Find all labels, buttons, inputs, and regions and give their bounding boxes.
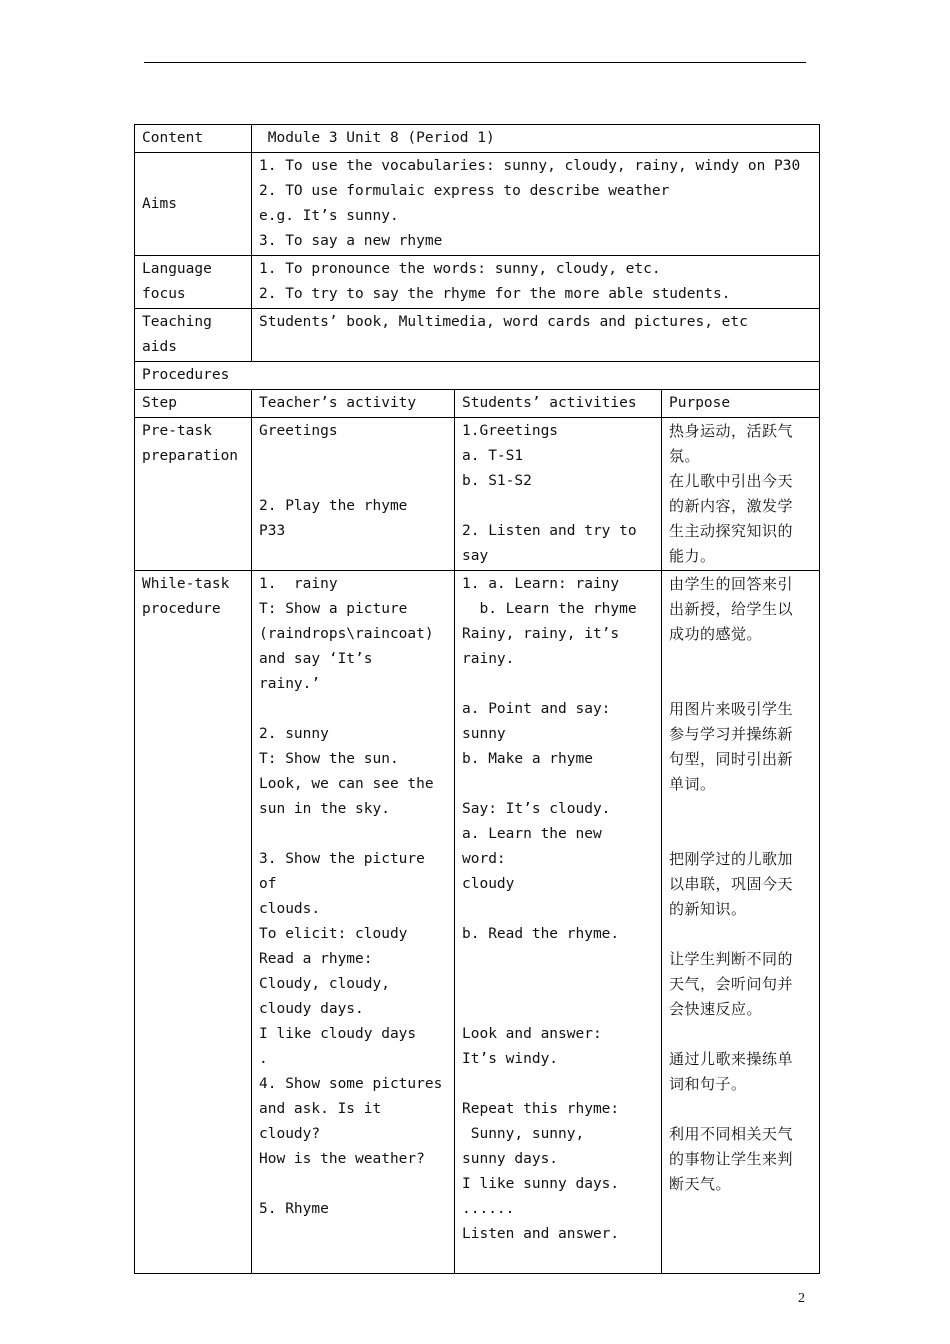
header-rule — [144, 62, 806, 63]
focus-line: 1. To pronounce the words: sunny, cloudy, etc. — [259, 261, 661, 277]
aims-value — [252, 153, 820, 256]
cell-line — [669, 1097, 812, 1122]
while-task-teacher — [252, 571, 455, 1274]
cell-line: 3. Show the picture of — [259, 851, 434, 892]
label-line: focus — [142, 286, 186, 302]
cell-line: 把刚学过的儿歌加 — [669, 850, 794, 868]
cell-line: 5. Rhyme — [259, 1201, 329, 1217]
cell-line — [462, 494, 654, 519]
cell-line — [462, 897, 654, 922]
cell-line: b. S1-S2 — [462, 473, 532, 489]
focus-line: 2. To try to say the rhyme for the more able students. — [259, 286, 731, 302]
cell-line — [669, 1022, 812, 1047]
row-language-focus — [135, 256, 820, 309]
cell-line: 在儿歌中引出今天 — [669, 472, 794, 490]
cell-line: cloudy — [462, 876, 515, 892]
aims-line: 2. TO use formulaic express to describe weather — [259, 183, 670, 199]
cell-line: 生主动探究知识的 — [669, 522, 794, 540]
cell-line: cloudy days. — [259, 1001, 364, 1017]
row-while-task — [135, 571, 820, 1274]
while-task-purpose — [662, 571, 820, 1274]
cell-line: 单词。 — [669, 775, 716, 793]
cell-line: 词和句子。 — [669, 1075, 747, 1093]
step-line: preparation — [142, 448, 239, 464]
cell-line: b. Make a rhyme — [462, 751, 593, 767]
cell-line: 会快速反应。 — [669, 1000, 763, 1018]
cell-line: 句型，同时引出新 — [669, 750, 794, 768]
cell-line: 通过儿歌来操练单 — [669, 1050, 794, 1068]
cell-line: 由学生的回答来引 — [669, 575, 794, 593]
cell-line: and say ‘It’s — [259, 651, 373, 667]
row-pre-task — [135, 418, 820, 571]
cell-line: clouds. — [259, 901, 321, 917]
label-line: aids — [142, 339, 177, 355]
cell-line: 成功的感觉。 — [669, 625, 763, 643]
cell-line — [259, 1172, 447, 1197]
cell-line — [462, 947, 654, 972]
cell-line: Cloudy, cloudy, — [259, 976, 390, 992]
label-line: Language — [142, 261, 212, 277]
cell-line — [462, 997, 654, 1022]
cell-line — [669, 672, 812, 697]
cell-line: 热身运动，活跃气 — [669, 422, 794, 440]
cell-line — [669, 797, 812, 822]
cell-line: . — [259, 1051, 268, 1067]
row-aims — [135, 153, 820, 256]
cell-line: I like cloudy days — [259, 1026, 417, 1042]
cell-line: T: Show a picture — [259, 601, 408, 617]
header-teacher: Teacher’s activity — [252, 390, 455, 418]
cell-line: 的事物让学生来判 — [669, 1150, 794, 1168]
cell-line — [462, 772, 654, 797]
cell-line — [462, 972, 654, 997]
cell-line: T: Show the sun. — [259, 751, 399, 767]
cell-line: Say: It’s cloudy. — [462, 801, 611, 817]
cell-line: It’s windy. — [462, 1051, 559, 1067]
cell-line: 1. rainy — [259, 576, 338, 592]
content-label: Content — [135, 125, 252, 153]
cell-line: sunny days. — [462, 1151, 559, 1167]
cell-line — [462, 672, 654, 697]
row-procedures — [135, 362, 820, 390]
cell-line: How is the weather? — [259, 1151, 425, 1167]
cell-line — [259, 469, 447, 494]
cell-line: 2. Play the rhyme — [259, 498, 408, 514]
row-teaching-aids — [135, 309, 820, 362]
teaching-aids-value: Students’ book, Multimedia, word cards and pictures, etc — [252, 309, 820, 362]
lesson-plan-table — [134, 124, 820, 1274]
cell-line — [669, 1197, 812, 1222]
header-step: Step — [135, 390, 252, 418]
cell-line: P33 — [259, 523, 286, 539]
while-task-step — [135, 571, 252, 1274]
cell-line: and ask. Is it cloudy? — [259, 1101, 390, 1142]
row-content — [135, 125, 820, 153]
cell-line — [259, 544, 447, 569]
step-line: Pre-task — [142, 423, 212, 439]
cell-line: rainy. — [462, 651, 515, 667]
cell-line: a. T-S1 — [462, 448, 524, 464]
cell-line: Repeat this rhyme: — [462, 1101, 620, 1117]
pre-task-students — [455, 418, 662, 571]
cell-line: (raindrops\raincoat) — [259, 626, 434, 642]
aims-line: e.g. It’s sunny. — [259, 208, 399, 224]
cell-line — [259, 822, 447, 847]
cell-line: 2. sunny — [259, 726, 329, 742]
content-value: Module 3 Unit 8 (Period 1) — [252, 125, 820, 153]
cell-line: 1.Greetings — [462, 423, 559, 439]
cell-line: 以串联，巩固今天 — [669, 875, 794, 893]
cell-line — [259, 1222, 447, 1247]
cell-line: Sunny, sunny, — [462, 1126, 585, 1142]
cell-line — [259, 1247, 447, 1272]
cell-line: ...... — [462, 1201, 515, 1217]
cell-line: Greetings — [259, 423, 338, 439]
while-task-students — [455, 571, 662, 1274]
cell-line: Rainy, rainy, it’s — [462, 626, 620, 642]
pre-task-purpose — [662, 418, 820, 571]
cell-line: 的新知识。 — [669, 900, 747, 918]
row-column-headers — [135, 390, 820, 418]
cell-line: 的新内容，激发学 — [669, 497, 794, 515]
step-line: While-task — [142, 576, 230, 592]
cell-line: sun in the sky. — [259, 801, 390, 817]
cell-line: To elicit: cloudy — [259, 926, 408, 942]
cell-line: I like sunny days. — [462, 1176, 620, 1192]
cell-line: Read a rhyme: — [259, 951, 373, 967]
cell-line: a. Learn the new word: — [462, 826, 611, 867]
teaching-aids-label — [135, 309, 252, 362]
cell-line — [669, 922, 812, 947]
aims-line: 1. To use the vocabularies: sunny, cloudy, rainy, windy on P30 — [259, 158, 801, 174]
header-purpose: Purpose — [662, 390, 820, 418]
cell-line: 4. Show some pictures — [259, 1076, 443, 1092]
aims-label: Aims — [135, 153, 252, 256]
cell-line: Look, we can see the — [259, 776, 434, 792]
cell-line: 断天气。 — [669, 1175, 732, 1193]
cell-line — [462, 1072, 654, 1097]
cell-line: sunny — [462, 726, 506, 742]
cell-line: Look and answer: — [462, 1026, 602, 1042]
cell-line: a. Point and say: — [462, 701, 611, 717]
cell-line — [669, 647, 812, 672]
pre-task-teacher — [252, 418, 455, 571]
procedures-label: Procedures — [135, 362, 820, 390]
aims-line: 3. To say a new rhyme — [259, 233, 443, 249]
cell-line: 2. Listen and try to — [462, 523, 637, 539]
language-focus-label — [135, 256, 252, 309]
cell-line: say — [462, 548, 489, 564]
pre-task-step — [135, 418, 252, 571]
cell-line: 能力。 — [669, 547, 716, 565]
cell-line — [259, 444, 447, 469]
cell-line: 出新授，给学生以 — [669, 600, 794, 618]
language-focus-value — [252, 256, 820, 309]
page-number: 2 — [798, 1291, 805, 1306]
cell-line: 用图片来吸引学生 — [669, 700, 794, 718]
cell-line: 利用不同相关天气 — [669, 1125, 794, 1143]
cell-line: rainy.’ — [259, 676, 321, 692]
cell-line: 1. a. Learn: rainy — [462, 576, 620, 592]
header-students: Students’ activities — [455, 390, 662, 418]
cell-line: 让学生判断不同的 — [669, 950, 794, 968]
cell-line: 氛。 — [669, 447, 701, 465]
cell-line: 参与学习并操练新 — [669, 725, 794, 743]
cell-line — [669, 822, 812, 847]
label-line: Teaching — [142, 314, 212, 330]
cell-line: Listen and answer. — [462, 1226, 620, 1242]
cell-line: b. Read the rhyme. — [462, 926, 620, 942]
cell-line — [259, 697, 447, 722]
cell-line: b. Learn the rhyme — [462, 601, 637, 617]
cell-line: 天气，会听问句并 — [669, 975, 794, 993]
step-line: procedure — [142, 601, 221, 617]
